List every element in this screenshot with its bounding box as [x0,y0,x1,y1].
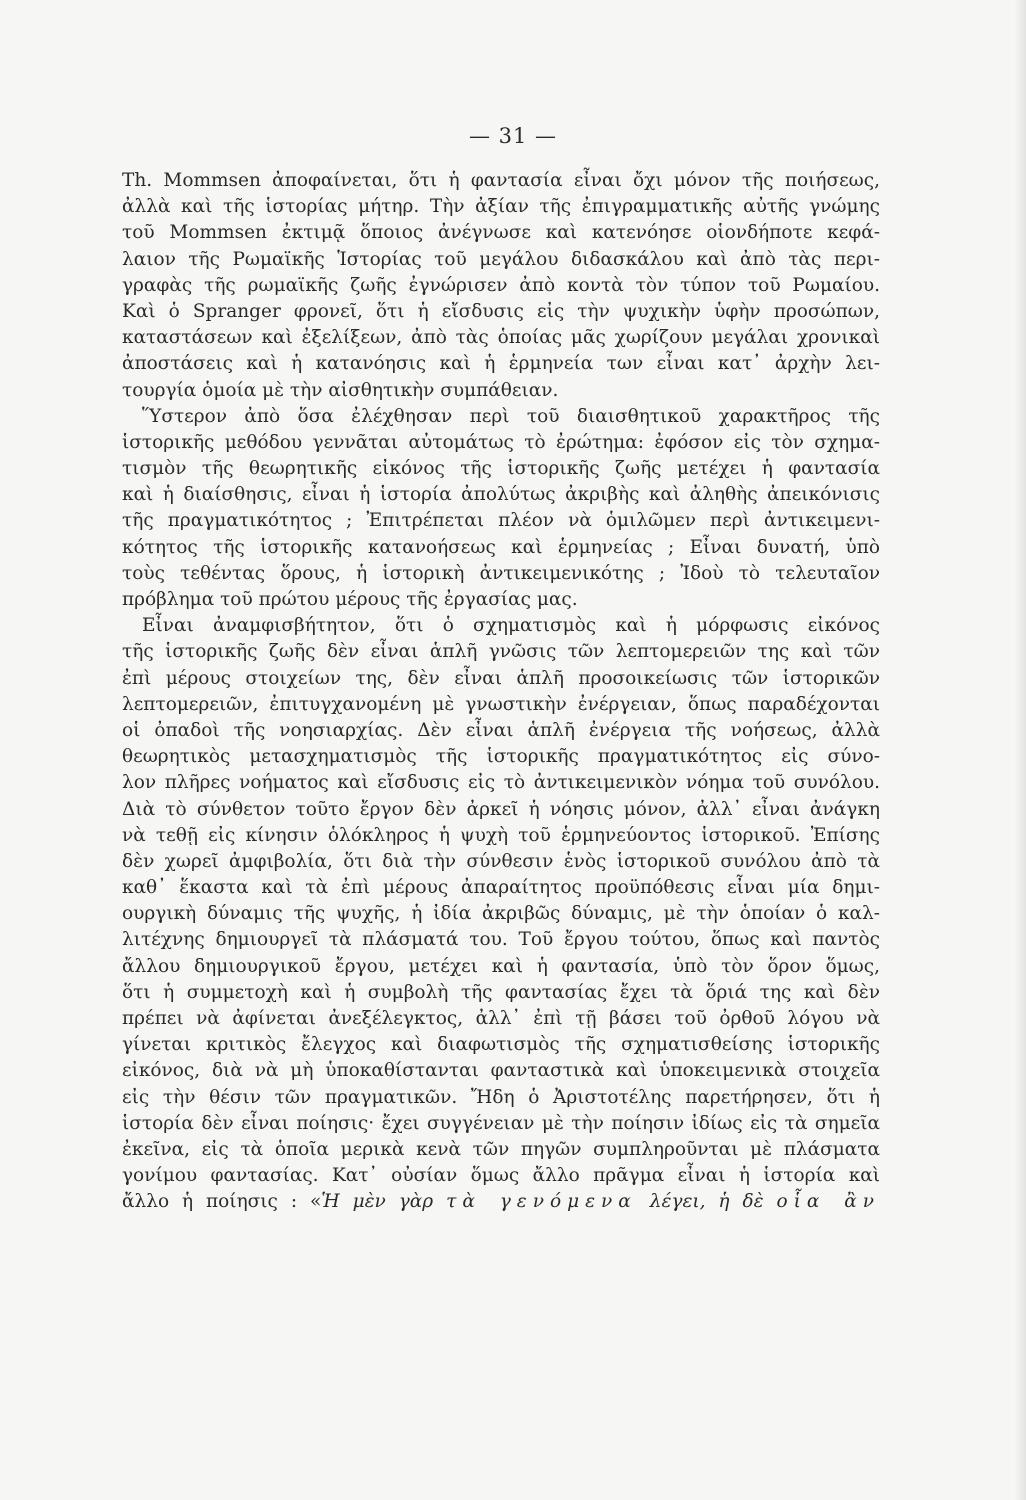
text-line: γονίμου φαντασίας. Κατ᾽ οὐσίαν ὅμως ἄλλο πρᾶγμα εἶναι ἡ ἱστορία καὶ [122,1165,880,1187]
text-line: δὲν χωρεῖ ἀμφιβολία, ὅτι διὰ τὴν σύνθεσιν ἑνὸς ἱστορικοῦ συνόλου ἀπὸ τὰ [122,850,880,872]
text-line: πρέπει νὰ ἀφίνεται ἀνεξέλεγκτος, ἀλλ᾽ ἐπὶ τῇ βάσει τοῦ ὀρθοῦ λόγου νὰ [122,1008,880,1029]
text-line: γίνεται κριτικὸς ἔλεγχος καὶ διαφωτισμὸς τῆς σχηματισθείσης ἱστορικῆς [122,1034,880,1056]
text-line: καὶ ἡ διαίσθησις, εἶναι ἡ ἱστορία ἀπολύτως ἀκριβὴς καὶ ἀληθὴς ἀπεικόνισις [122,484,880,506]
text-line: κότητος τῆς ἱστορικῆς κατανοήσεως καὶ ἑρμηνείας ; Εἶναι δυνατή, ὑπὸ [122,536,880,558]
text-line: Εἶναι ἀναμφισβήτητον, ὅτι ὁ σχηματισμὸς καὶ ἡ μόρφωσις εἰκόνος [142,615,880,637]
text-line: θεωρητικὸς μετασχηματισμὸς τῆς ἱστορικῆς πραγματικότητος εἰς σύνο- [122,746,880,768]
text-line: οἱ ὀπαδοὶ τῆς νοησιαρχίας. Δὲν εἶναι ἁπλῆ ἐνέργεια τῆς νοήσεως, ἀλλὰ [122,719,880,741]
text-line-final [122,1189,880,1215]
text-line: Διὰ τὸ σύνθετον τοῦτο ἔργον δὲν ἀρκεῖ ἡ νόησις μόνον, ἀλλ᾽ εἶναι ἀνάγκη [122,798,880,820]
text-line: τῆς ἱστορικῆς ζωῆς δὲν εἶναι ἁπλῆ γνῶσις τῶν λεπτομερειῶν της καὶ τῶν [122,641,880,663]
text-line: ἱστορικῆς μεθόδου γεννᾶται αὐτομάτως τὸ ἐρώτημα: ἐφόσον εἰς τὸν σχημα- [122,431,880,453]
text-line: λαιον τῆς Ρωμαϊκῆς Ἱστορίας τοῦ μεγάλου διδασκάλου καὶ ἀπὸ τὰς περι- [122,248,880,270]
text-line: ουργικὴ δύναμις τῆς ψυχῆς, ἡ ἰδία ἀκριβῶς δύναμις, μὲ τὴν ὁποίαν ὁ καλ- [122,903,880,925]
text-line: Καὶ ὁ Spranger φρονεῖ, ὅτι ἡ εἴσδυσις εἰς τὴν ψυχικὴν ὑφὴν προσώπων, [122,300,880,322]
text-line: λεπτομερειῶν, ἐπιτυγχανομένη μὲ γνωστικὴν ἐνέργειαν, ὅπως παραδέχονται [122,693,880,715]
quote-italic-1: Ἡ μὲν γὰρ [321,1191,434,1213]
text-line: τισμὸν τῆς θεωρητικῆς εἰκόνος τῆς ἱστορικῆς ζωῆς μετέχει ἡ φαντασία [122,458,880,480]
text-line: τοὺς τεθέντας ὅρους, ἡ ἱστορικὴ ἀντικειμενικότης ; Ἰδοὺ τὸ τελευταῖον [122,562,880,584]
text-line: ἱστορία δὲν εἶναι ποίησις· ἔχει συγγένειαν μὲ τὴν ποίησιν ἰδίως εἰς τὰ σημεῖα [122,1112,880,1134]
text-line: τουργία ὁμοία μὲ τὴν αἰσθητικὴν συμπάθειαν. [122,379,559,401]
text-line: ἀλλὰ καὶ τῆς ἱστορίας μήτηρ. Τὴν ἀξίαν τῆς ἐπιγραμματικῆς αὐτῆς γνώμης [122,196,880,218]
text-line: ἐπὶ μέρους στοιχείων της, δὲν εἶναι ἁπλῆ προσοικείωσις τῶν ἱστορικῶν [122,667,880,689]
quote-spaced-1: τὰ γενόμενα [446,1191,637,1213]
text-line: τοῦ Mommsen ἐκτιμᾷ ὅποιος ἀνέγνωσε καὶ κατενόησε οἱονδήποτε κεφά- [122,222,880,244]
text-line: ὅτι ἡ συμμετοχὴ καὶ ἡ συμβολὴ τῆς φαντασίας ἔχει τὰ ὅριά της καὶ δὲν [122,981,880,1003]
text-line: λιτέχνης δημιουργεῖ τὰ πλάσματά του. Τοῦ ἔργου τούτου, ὅπως καὶ παντὸς [122,929,880,951]
text-line: καταστάσεων καὶ ἐξελίξεων, ἀπὸ τὰς ὁποίας μᾶς χωρίζουν μεγάλαι χρονικαὶ [122,327,880,349]
text-line: ἄλλου δημιουργικοῦ ἔργου, μετέχει καὶ ἡ φαντασία, ὑπὸ τὸν ὅρον ὅμως, [122,955,880,977]
final-line-prefix: ἄλλο ἡ ποίησις : « [122,1191,322,1213]
text-line: Ὕστερον ἀπὸ ὅσα ἐλέχθησαν περὶ τοῦ διαισθητικοῦ χαρακτῆρος τῆς [142,405,880,427]
text-line: εἰς τὴν θέσιν τῶν πραγματικῶν. Ἤδη ὁ Ἀριστοτέλης παρετήρησεν, ὅτι ἡ [122,1086,880,1108]
page-number: — 31 — [468,124,558,148]
text-line: τῆς πραγματικότητος ; Ἐπιτρέπεται πλέον νὰ ὁμιλῶμεν περὶ ἀντικειμενι- [122,510,880,532]
text-line: γραφὰς τῆς ρωμαϊκῆς ζωῆς ἐγνώρισεν ἀπὸ κοντὰ τὸν τύπον τοῦ Ρωμαίου. [122,274,880,296]
text-line: πρόβλημα τοῦ πρώτου μέρους τῆς ἐργασίας μας. [122,589,578,610]
text-line: καθ᾽ ἕκαστα καὶ τὰ ἐπὶ μέρους ἀπαραίτητος προϋπόθεσις εἶναι μία δημι- [122,877,880,899]
text-line: ἀποστάσεις καὶ ἡ κατανόησις καὶ ἡ ἑρμηνεία των εἶναι κατ᾽ ἀρχὴν λει- [122,353,880,375]
quote-italic-2: λέγει, ἡ δὲ [649,1191,764,1213]
text-line: εἰκόνος, διὰ νὰ μὴ ὑποκαθίστανται φανταστικὰ καὶ ὑποκειμενικὰ στοιχεῖα [122,1060,880,1082]
text-line: νὰ τεθῇ εἰς κίνησιν ὁλόκληρος ἡ ψυχὴ τοῦ ἑρμηνεύοντος ἱστορικοῦ. Ἐπίσης [122,824,880,846]
text-line: λον πλῆρες νοήματος καὶ εἴσδυσις εἰς τὸ ἀντικειμενικὸν νόημα τοῦ συνόλου. [122,772,880,794]
text-line: ἐκεῖνα, εἰς τὰ ὁποῖα μερικὰ κενὰ τῶν πηγῶν συμπληροῦνται μὲ πλάσματα [122,1138,880,1160]
page-edge-shadow [1014,0,1026,1500]
quote-spaced-2: οἷα ἂν [776,1191,881,1213]
text-line: Th. Mommsen ἀποφαίνεται, ὅτι ἡ φαντασία εἶναι ὄχι μόνον τῆς ποιήσεως, [122,170,880,191]
body-text [122,168,880,1216]
